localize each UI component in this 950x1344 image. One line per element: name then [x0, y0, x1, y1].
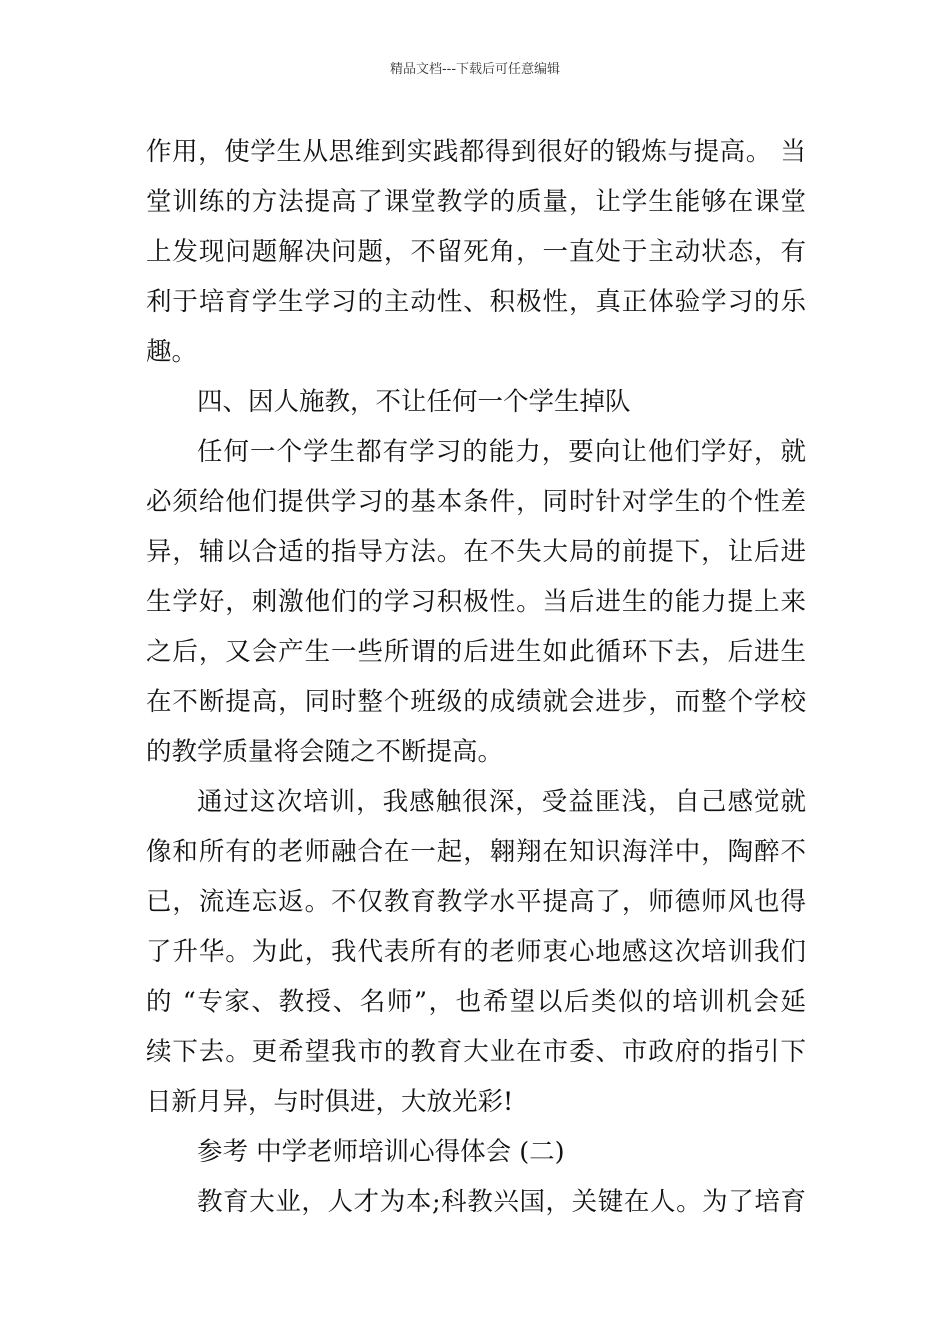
paragraph-line: 异，辅以合适的指导方法。在不失大局的前提下，让后进	[146, 537, 806, 567]
paragraph-line: 像和所有的老师融合在一起，翱翔在知识海洋中，陶醉不	[146, 837, 806, 867]
paragraph-line: 趣。	[146, 337, 198, 367]
page-header: 精品文档---下载后可任意编辑	[389, 62, 561, 77]
paragraph-line: 利于培育学生学习的主动性、积极性，真正体验学习的乐	[146, 287, 806, 317]
paragraph-line: 任何一个学生都有学习的能力，要向让他们学好，就	[197, 437, 806, 467]
paragraph-line: 教育大业，人才为本;科教兴国，关键在人。为了培育	[197, 1187, 806, 1217]
paragraph-line: 的教学质量将会随之不断提高。	[146, 737, 504, 767]
section-heading: 参考 中学老师培训心得体会 (二)	[197, 1137, 565, 1167]
section-heading: 四、因人施教，不让任何一个学生掉队	[197, 387, 631, 417]
paragraph-line: 了升华。为此，我代表所有的老师衷心地感这次培训我们	[146, 937, 806, 967]
paragraph-line: 通过这次培训，我感触很深，受益匪浅，自己感觉就	[197, 787, 806, 817]
paragraph-line: 已，流连忘返。不仅教育教学水平提高了，师德师风也得	[146, 887, 806, 917]
paragraph-line: 上发现问题解决问题，不留死角，一直处于主动状态，有	[146, 237, 806, 267]
paragraph-line: 日新月异，与时俱进，大放光彩!	[146, 1087, 514, 1117]
document-body	[146, 127, 806, 1227]
paragraph-line: 必须给他们提供学习的基本条件，同时针对学生的个性差	[146, 487, 806, 517]
paragraph-line: 的 “专家、教授、名师”，也希望以后类似的培训机会延	[146, 987, 806, 1017]
paragraph-line: 生学好，刺激他们的学习积极性。当后进生的能力提上来	[146, 587, 806, 617]
paragraph-line: 续下去。更希望我市的教育大业在市委、市政府的指引下	[146, 1037, 806, 1067]
paragraph-line: 作用，使学生从思维到实践都得到很好的锻炼与提高。 当	[146, 137, 806, 167]
paragraph-line: 堂训练的方法提高了课堂教学的质量，让学生能够在课堂	[146, 187, 806, 217]
paragraph-line: 在不断提高，同时整个班级的成绩就会进步，而整个学校	[146, 687, 806, 717]
paragraph-line: 之后，又会产生一些所谓的后进生如此循环下去，后进生	[146, 637, 806, 667]
